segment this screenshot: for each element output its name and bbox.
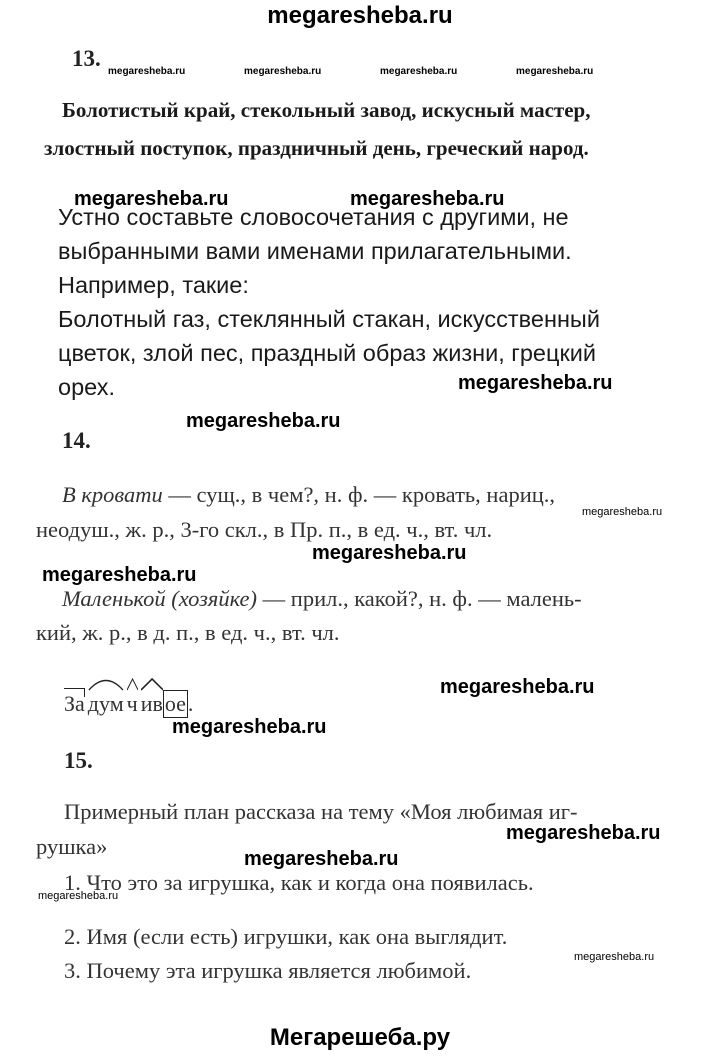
- exercise-13-number: 13.: [72, 46, 101, 71]
- page-header: megaresheba.ru: [267, 2, 453, 29]
- ex14-p1-rest: — сущ., в чем?, н. ф. — кровать, нариц.,: [162, 482, 556, 507]
- ex13-bold-line-2: злостный поступок, праздничный день, греческий народ.: [44, 136, 589, 160]
- watermark-small: megaresheba.ru: [108, 66, 186, 77]
- ex14-p2-line-2: кий, ж. р., в д. п., в ед. ч., вт. чл.: [36, 620, 340, 645]
- ex13-bold-line-1: Болотистый край, стекольный завод, искусный мастер,: [62, 98, 591, 122]
- watermark-large: megaresheba.ru: [186, 410, 341, 432]
- morpheme-root: дум: [88, 691, 124, 717]
- watermark-small: megaresheba.ru: [516, 66, 594, 77]
- ex13-line-4: Болотный газ, стеклянный стакан, искусственный: [58, 306, 600, 332]
- plan-item-1: 1. Что это за игрушка, как и когда она появилась.: [64, 870, 534, 895]
- morpheme-suffix-1: ч: [127, 691, 138, 717]
- watermark-large: megaresheba.ru: [458, 372, 613, 394]
- exercise-14-number: 14.: [62, 428, 91, 453]
- watermark-large: megaresheba.ru: [350, 188, 505, 210]
- ex14-p2-rest: — прил., какой?, н. ф. — малень-: [257, 586, 582, 611]
- ex14-p2-line-1: [62, 586, 582, 612]
- ex13-line-2: выбранными вами именами прилагательными.: [58, 238, 572, 264]
- watermark-small: megaresheba.ru: [380, 66, 458, 77]
- watermark-small: megaresheba.ru: [582, 506, 663, 518]
- watermark-small: megaresheba.ru: [244, 66, 322, 77]
- watermark-small: megaresheba.ru: [574, 951, 655, 963]
- analyzed-word-2: Маленькой (хозяйке): [62, 586, 258, 611]
- watermark-large: megaresheba.ru: [172, 716, 327, 738]
- watermark-large: megaresheba.ru: [74, 188, 229, 210]
- morpheme-breakdown: За дум ч ивое.: [64, 690, 193, 718]
- ex13-line-1: Устно составьте словосочетания с другими, не: [58, 204, 569, 230]
- page-footer: Мегарешеба.ру: [269, 1024, 451, 1051]
- ex13-line-6: орех.: [58, 374, 115, 400]
- plan-item-3: 3. Почему эта игрушка является любимой.: [64, 958, 472, 983]
- watermark-large: megaresheba.ru: [42, 564, 197, 586]
- exercise-15-number: 15.: [64, 748, 93, 773]
- ex14-p1-line-1: [62, 482, 555, 508]
- watermark-large: megaresheba.ru: [312, 542, 467, 564]
- ex13-line-5: цветок, злой пес, праздный образ жизни, грецкий: [58, 340, 596, 366]
- ex15-intro-line-1: Примерный план рассказа на тему «Моя любимая иг-: [64, 799, 578, 824]
- ex15-intro-line-2: рушка»: [36, 834, 108, 859]
- watermark-large: megaresheba.ru: [440, 676, 595, 698]
- morpheme-ending: ое: [164, 691, 186, 716]
- morpheme-prefix: За: [64, 691, 85, 717]
- watermark-large: megaresheba.ru: [244, 848, 399, 870]
- analyzed-word-1: В кровати: [62, 482, 163, 507]
- watermark-large: megaresheba.ru: [506, 822, 661, 844]
- watermark-small: megaresheba.ru: [38, 890, 119, 902]
- ex14-p1-line-2: неодуш., ж. р., 3-го скл., в Пр. п., в ед. ч., вт. чл.: [36, 517, 493, 542]
- plan-item-2: 2. Имя (если есть) игрушки, как она выглядит.: [64, 924, 508, 949]
- ex13-line-3: Например, такие:: [58, 272, 249, 298]
- morpheme-suffix-2: ив: [141, 691, 163, 717]
